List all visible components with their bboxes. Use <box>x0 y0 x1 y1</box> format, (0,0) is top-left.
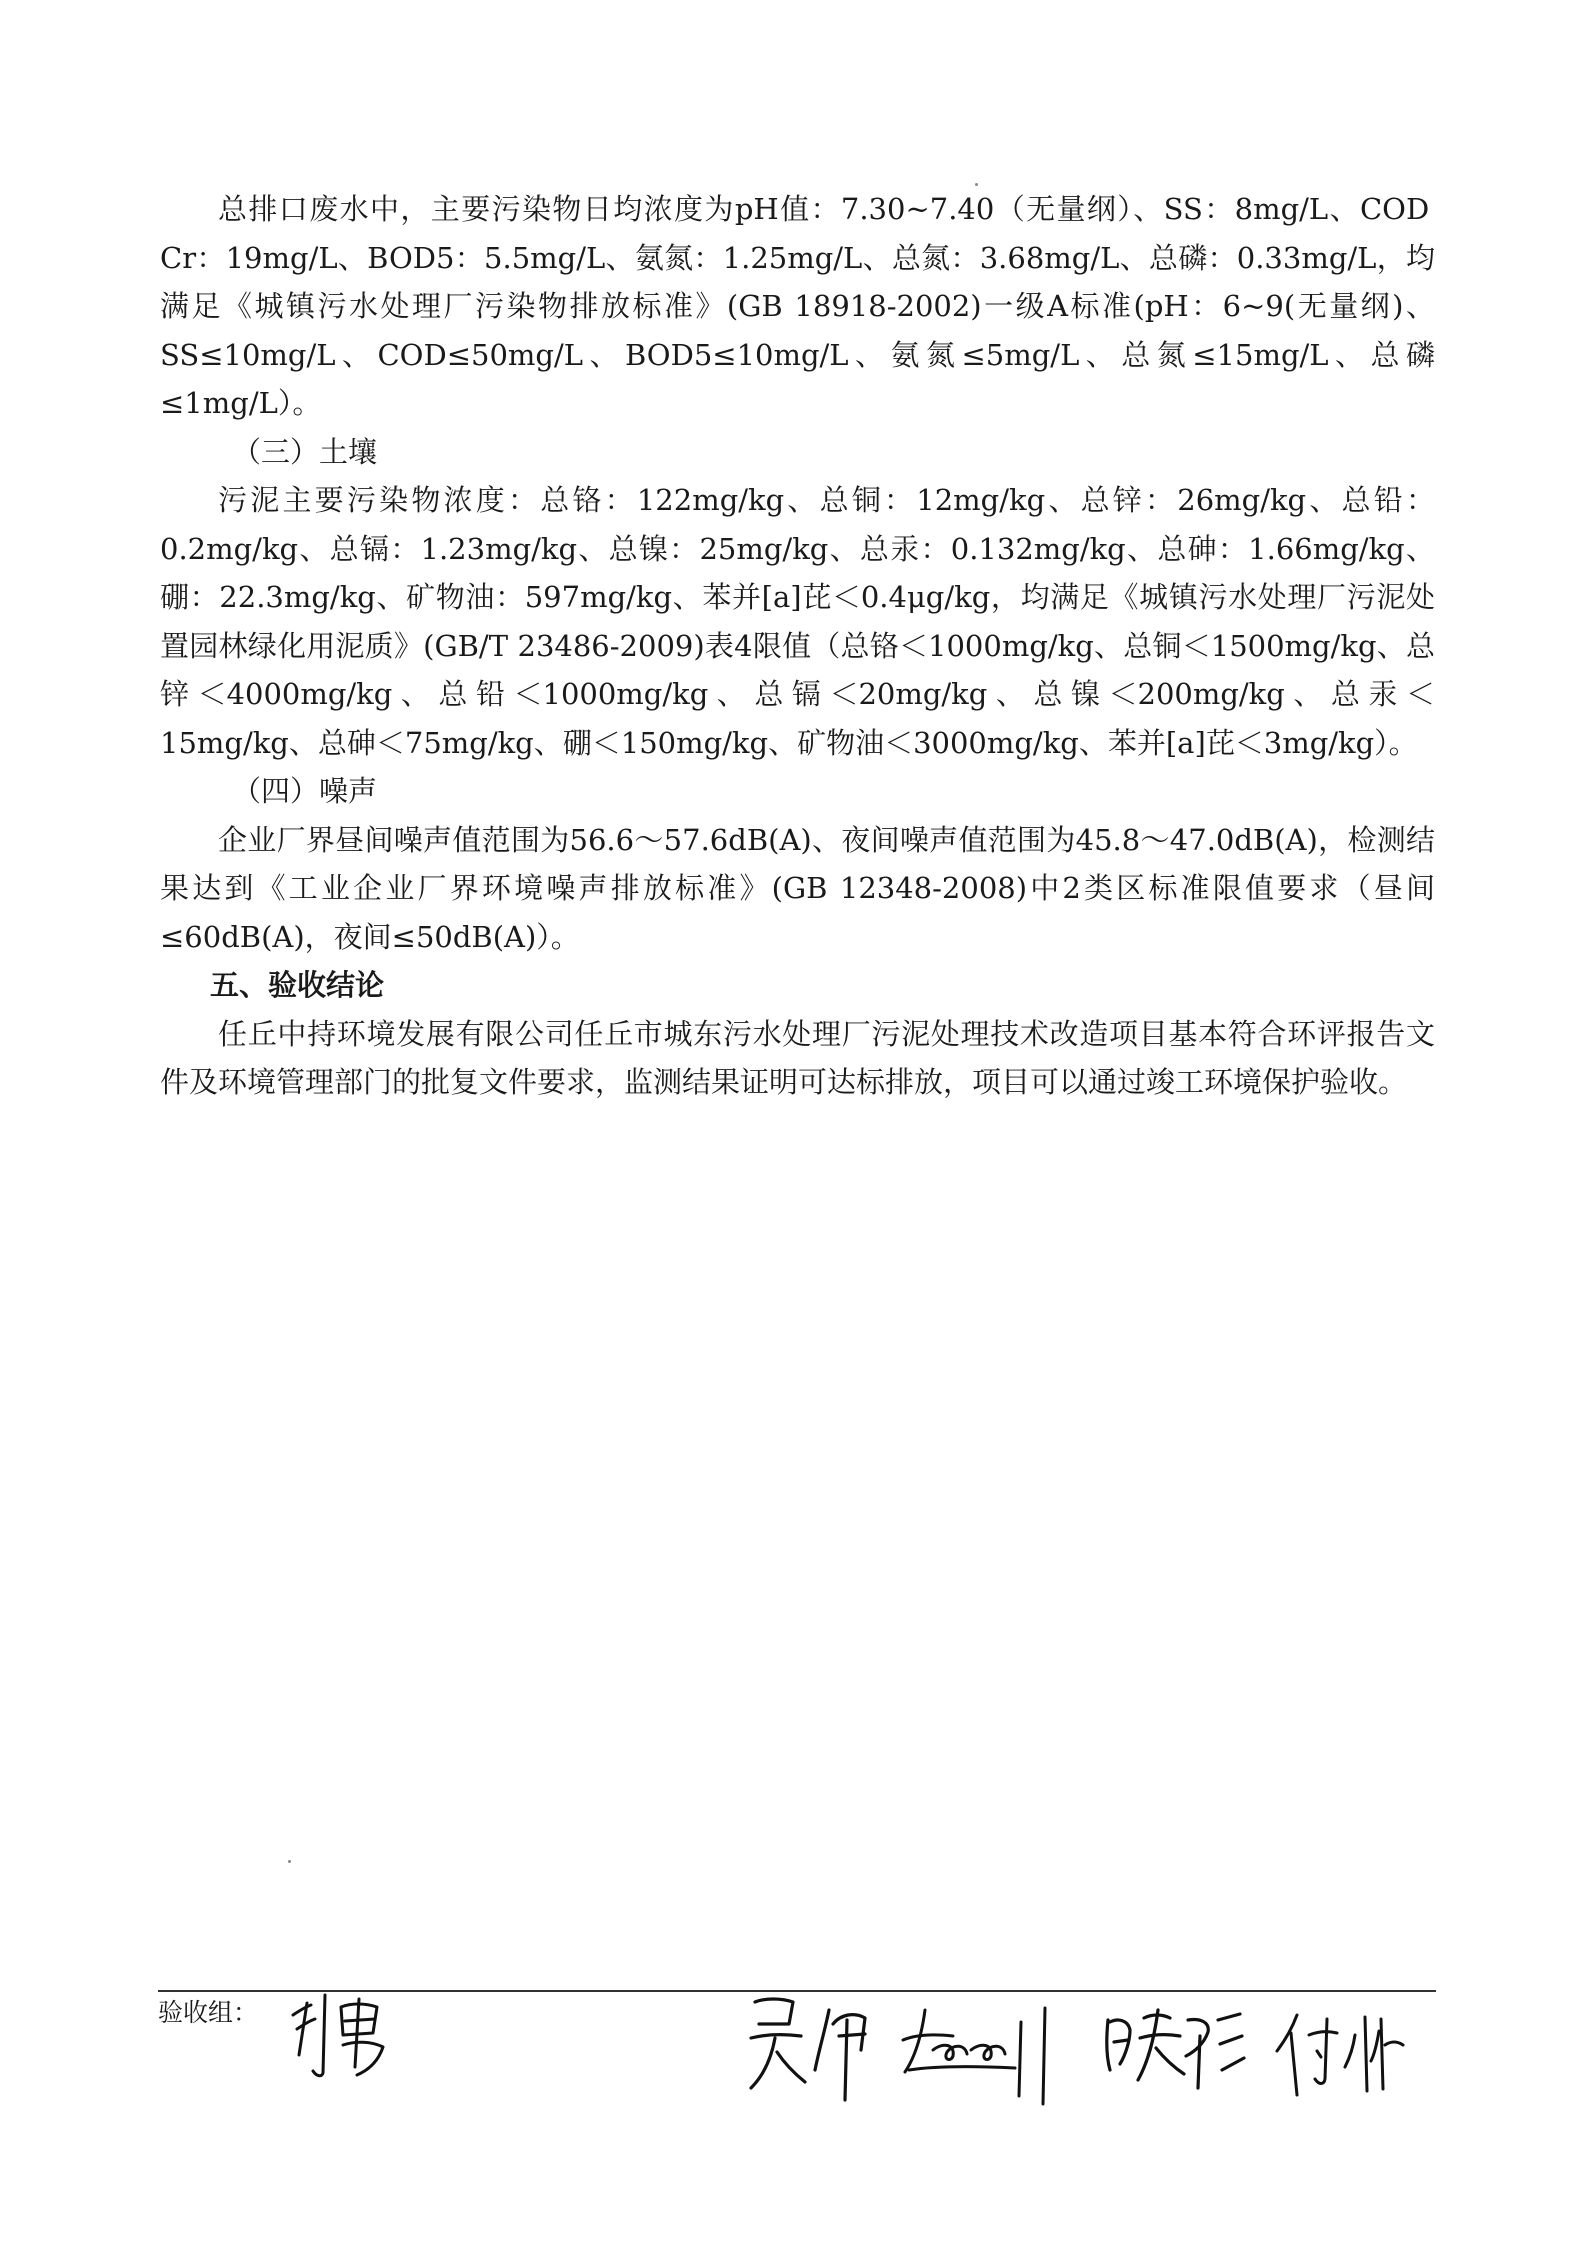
conclusion-paragraph: 任丘中持环境发展有限公司任丘市城东污水处理厂污泥处理技术改造项目基本符合环评报告文件及环境管理部门的批复文件要求，监测结果证明可达标排放，项目可以通过竣工环境保护验收。 <box>160 1016 1435 1099</box>
signature-5 <box>1275 2005 1405 2100</box>
noise-paragraph: 企业厂界昼间噪声值范围为56.6～57.6dB(A)、夜间噪声值范围为45.8～47.0dB(A)，检测结果达到《工业企业厂界环境噪声排放标准》(GB 12348-2008)中2类区标准限值要求（昼间≤60dB(A)，夜间≤50dB(A)）。 <box>160 822 1435 954</box>
acceptance-group-label: 验收组： <box>158 1998 259 2027</box>
scan-speck <box>975 183 978 186</box>
signature-3 <box>895 2000 1085 2110</box>
soil-heading: （三）土壤 <box>232 434 378 469</box>
document-body <box>160 185 1435 1107</box>
soil-paragraph: 污泥主要污染物浓度：总铬：122mg/kg、总铜：12mg/kg、总锌：26mg/kg、总铅：0.2mg/kg、总镉：1.23mg/kg、总镍：25mg/kg、总汞：0.132mg/kg、总砷：1.66mg/kg、硼：22.3mg/kg、矿物油：597mg/kg、苯并[a]芘＜0.4μg/kg，均满足《城镇污水处理厂污泥处置园林绿化用泥质》(GB/T 23486-2009)表4限值（总铬＜1000mg/kg、总铜＜1500mg/kg、总锌＜4000mg/kg、总铅＜1000mg/kg、总镉＜20mg/kg、总镍＜200mg/kg、总汞＜15mg/kg、总砷＜75mg/kg、硼＜150mg/kg、矿物油＜3000mg/kg、苯并[a]芘＜3mg/kg）。 <box>160 483 1435 760</box>
scan-speck <box>288 1860 291 1863</box>
signature-2 <box>745 1990 885 2110</box>
conclusion-heading: 五、验收结论 <box>210 968 385 1002</box>
wastewater-paragraph: 总排口废水中，主要污染物日均浓度为pH值：7.30~7.40（无量纲）、SS：8mg/L、COD Cr：19mg/L、BOD5：5.5mg/L、氨氮：1.25mg/L、总氮：3.68mg/L、总磷：0.33mg/L，均满足《城镇污水处理厂污染物排放标准》(GB 18918-2002)一级A标准(pH：6~9(无量纲)、SS≤10mg/L、COD≤50mg/L、BOD5≤10mg/L、氨氮≤5mg/L、总氮≤15mg/L、总磷≤1mg/L）。 <box>160 192 1435 420</box>
noise-heading: （四）噪声 <box>232 774 378 808</box>
signature-1 <box>285 1985 395 2085</box>
signature-4 <box>1100 2000 1250 2100</box>
